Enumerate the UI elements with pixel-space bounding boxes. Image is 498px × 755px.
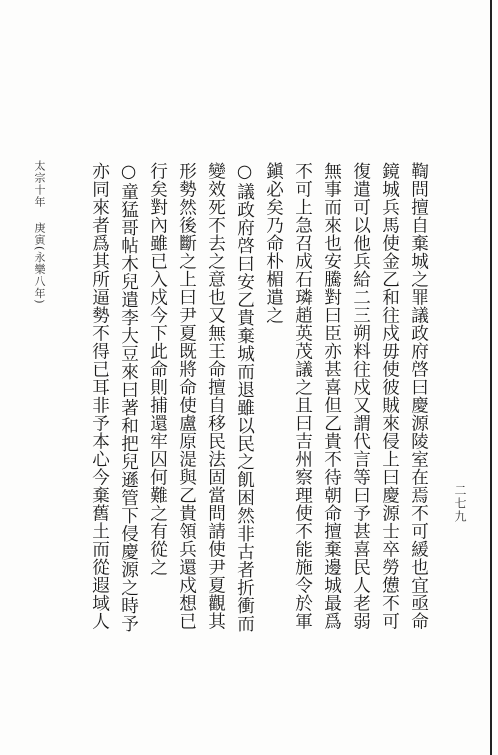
page-edge-line (490, 0, 492, 755)
text-column-11: ○童猛哥帖木兒遣李大豆來曰著和把兒遜管下侵慶源之時予 (118, 162, 139, 633)
page-number: 二七九 (453, 484, 467, 523)
text-column-6: 鎭必矣乃命朴楣遣之 (263, 162, 284, 324)
text-column-1: 鞫問擅自棄城之罪議政府啓曰慶源陵室在焉不可緩也宜亟命 (408, 162, 429, 630)
text-column-4: 無事而來也安騰對曰臣亦甚喜但乙貴不待朝命擅棄邊城最爲 (321, 162, 342, 630)
text-column-3: 復遣可以他兵給二三朔料往戍又謂代言等曰予甚喜民人老弱 (350, 162, 371, 630)
text-column-2: 鏡城兵馬使金乙和往戍毋使彼賊來侵上曰慶源士卒勞憊不可 (379, 162, 400, 630)
text-column-9: 形勢然後斷之上曰尹夏既將命使盧原湜與乙貴領兵還戍想已 (176, 162, 197, 630)
margin-header (34, 160, 45, 305)
text-column-10: 行矣對內雖已入戍今下此命則捕還牢囚何難之有從之 (147, 162, 168, 576)
year-label: 庚寅(永樂八年) (33, 222, 46, 305)
text-column-12: 亦同來者爲其所逼勢不得已耳非予本心今棄舊土而從遐域人 (89, 162, 110, 630)
text-column-5: 不可上急召成石璘趙英茂議之且曰吉州察理使不能施令於軍 (292, 162, 313, 630)
text-column-8: 變效死不去之意也又無王命擅自移民法固當問請使尹夏觀其 (205, 162, 226, 630)
reign-title: 太宗十年 (33, 160, 46, 208)
text-column-7: ○議政府啓曰安乙貴棄城而退雖以民之飢困然非古者折衝而 (234, 162, 255, 633)
